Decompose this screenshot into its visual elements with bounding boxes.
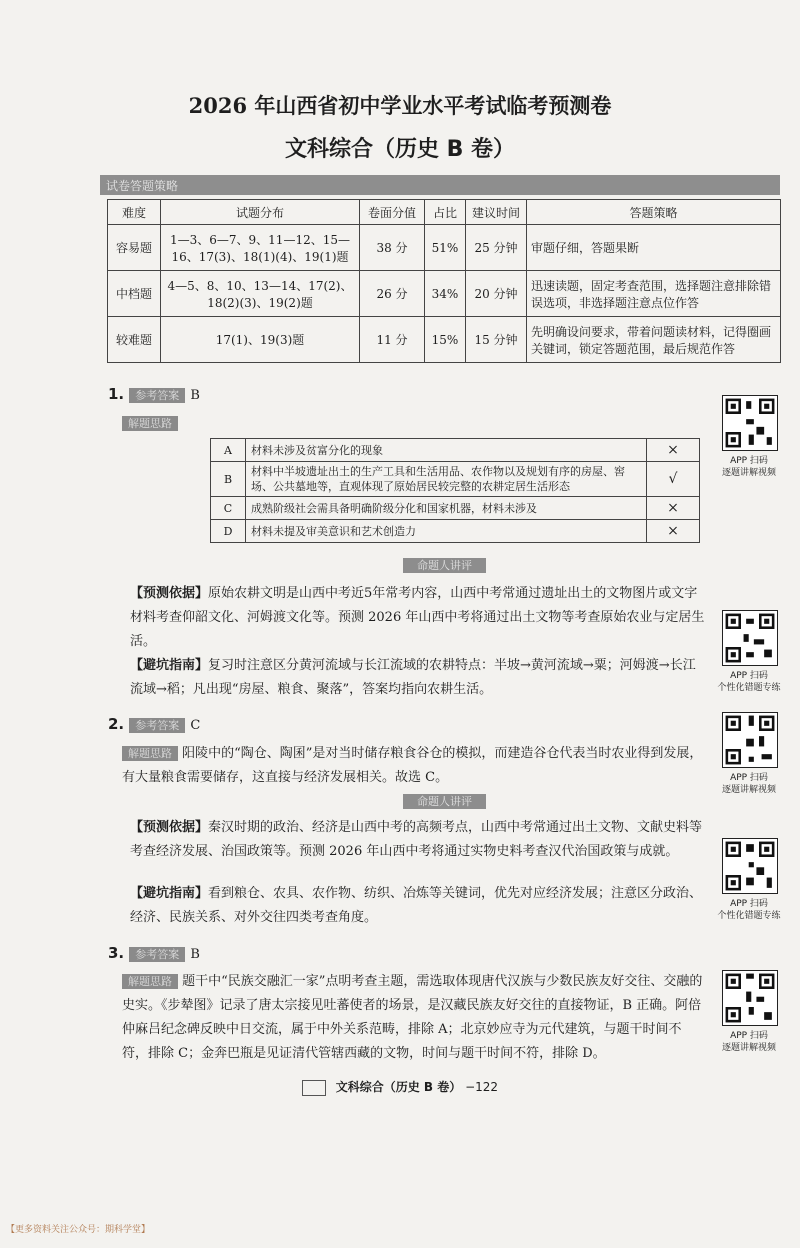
option-row bbox=[211, 462, 700, 497]
col-pct: 占比 bbox=[425, 200, 466, 225]
cell-score: 38 分 bbox=[360, 225, 425, 271]
option-key: B bbox=[211, 462, 246, 497]
q2-answer-line bbox=[108, 714, 200, 733]
col-dist: 试题分布 bbox=[161, 200, 360, 225]
answer-value: B bbox=[190, 947, 200, 962]
cell-dist: 4—5、8、10、13—14、17(2)、18(2)(3)、19(2)题 bbox=[161, 271, 360, 317]
q1-analysis-tag-wrap bbox=[122, 412, 178, 431]
q1-answer-line bbox=[108, 384, 200, 403]
basis-label: 【预测依据】 bbox=[130, 586, 209, 601]
option-key: C bbox=[211, 497, 246, 520]
col-level: 难度 bbox=[108, 200, 161, 225]
q2-basis bbox=[130, 816, 705, 864]
qr-label: APP 扫码 逐题讲解视频 bbox=[721, 456, 776, 478]
page-subtitle: 文科综合（历史 B 卷） bbox=[284, 137, 516, 162]
qr-code-icon[interactable] bbox=[722, 395, 778, 451]
analysis-tag: 解题思路 bbox=[122, 974, 178, 989]
answer-value: B bbox=[190, 388, 200, 403]
option-text: 成熟阶级社会需具备明确阶级分化和国家机器，材料未涉及 bbox=[246, 497, 647, 520]
cell-time: 25 分钟 bbox=[466, 225, 527, 271]
q1-basis bbox=[130, 582, 705, 654]
col-strategy: 答题策略 bbox=[527, 200, 781, 225]
option-key: D bbox=[211, 520, 246, 543]
cell-pct: 51% bbox=[425, 225, 466, 271]
option-mark: × bbox=[647, 439, 700, 462]
cell-score: 26 分 bbox=[360, 271, 425, 317]
cell-pct: 15% bbox=[425, 317, 466, 363]
footer-page-number: −122 bbox=[465, 1080, 499, 1094]
cell-dist: 1—3、6—7、9、11—12、15—16、17(3)、18(1)(4)、19(1)题 bbox=[161, 225, 360, 271]
cell-score: 11 分 bbox=[360, 317, 425, 363]
teacher-banner: 命题人讲评 bbox=[403, 794, 486, 809]
qr-code-icon[interactable] bbox=[722, 610, 778, 666]
cell-time: 15 分钟 bbox=[466, 317, 527, 363]
option-key: A bbox=[211, 439, 246, 462]
table-row bbox=[108, 225, 781, 271]
cell-level: 较难题 bbox=[108, 317, 161, 363]
qr-label: APP 扫码 个性化错题专练 bbox=[717, 671, 781, 693]
q3-answer-line bbox=[108, 943, 200, 962]
cell-time: 20 分钟 bbox=[466, 271, 527, 317]
option-mark: × bbox=[647, 497, 700, 520]
page-title: 2026 年山西省初中学业水平考试临考预测卷 bbox=[188, 93, 612, 118]
cell-level: 容易题 bbox=[108, 225, 161, 271]
footer-subject: 文科综合（历史 B 卷） bbox=[335, 1080, 462, 1094]
strategy-table bbox=[107, 199, 781, 363]
question-number: 1. bbox=[108, 385, 125, 403]
answer-tag: 参考答案 bbox=[129, 388, 185, 403]
qr-code-icon[interactable] bbox=[722, 712, 778, 768]
qr-block-q3[interactable] bbox=[722, 970, 794, 1054]
guide-text: 复习时注意区分黄河流域与长江流域的农耕特点：半坡→黄河流域→粟；河姆渡→长江流域→稻；凡出现“房屋、粮食、聚落”，答案均指向农耕生活。 bbox=[130, 658, 696, 697]
col-time: 建议时间 bbox=[466, 200, 527, 225]
table-row bbox=[108, 317, 781, 363]
corner-note: 【更多资料关注公众号：期科学堂】 bbox=[6, 1225, 151, 1235]
q1-teacher-banner-wrap bbox=[403, 554, 486, 573]
basis-label: 【预测依据】 bbox=[130, 820, 209, 835]
option-table bbox=[210, 438, 700, 543]
strategy-banner bbox=[100, 175, 780, 195]
answer-tag: 参考答案 bbox=[129, 718, 185, 733]
q2-guide bbox=[130, 882, 705, 930]
qr-code-icon[interactable] bbox=[722, 970, 778, 1026]
option-text: 材料中半坡遗址出土的生产工具和生活用品、农作物以及规划有序的房屋、窖场、公共墓地等，直观体现了原始居民较完整的农耕定居生活形态 bbox=[246, 462, 647, 497]
analysis-text: 阳陵中的“陶仓、陶囷”是对当时储存粮食谷仓的模拟，而建造谷仓代表当时农业得到发展，有大量粮食需要储存，这直接与经济发展相关。故选 C。 bbox=[122, 746, 703, 785]
option-mark: × bbox=[647, 520, 700, 543]
qr-block-q1[interactable] bbox=[722, 395, 794, 479]
guide-label: 【避坑指南】 bbox=[130, 886, 209, 901]
qr-label: APP 扫码 逐题讲解视频 bbox=[721, 1031, 776, 1053]
q2-teacher-banner-wrap bbox=[403, 790, 486, 809]
guide-label: 【避坑指南】 bbox=[130, 658, 209, 673]
page-footer bbox=[0, 1078, 800, 1096]
option-row bbox=[211, 520, 700, 543]
basis-text: 秦汉时期的政治、经济是山西中考的高频考点，山西中考常通过出土文物、文献史料等考查经济发展、治国政策等。预测 2026 年山西中考将通过实物史料考查汉代治国政策与成就。 bbox=[130, 820, 703, 859]
cell-strategy: 先明确设问要求，带着问题读材料，记得圈画关键词，锁定答题范围，最后规范作答 bbox=[527, 317, 781, 363]
question-number: 2. bbox=[108, 715, 125, 733]
option-text: 材料未提及审美意识和艺术创造力 bbox=[246, 520, 647, 543]
option-mark: √ bbox=[647, 462, 700, 497]
cell-pct: 34% bbox=[425, 271, 466, 317]
cell-dist: 17(1)、19(3)题 bbox=[161, 317, 360, 363]
option-text: 材料未涉及贫富分化的现象 bbox=[246, 439, 647, 462]
qr-block-mid2[interactable] bbox=[717, 838, 794, 922]
qr-label: APP 扫码 逐题讲解视频 bbox=[721, 773, 776, 795]
guide-text: 看到粮仓、农具、农作物、纺织、冶炼等关键词，优先对应经济发展；注意区分政治、经济、民族关系、对外交往四类考查角度。 bbox=[130, 886, 703, 925]
question-number: 3. bbox=[108, 944, 125, 962]
table-row bbox=[108, 271, 781, 317]
teacher-banner: 命题人讲评 bbox=[403, 558, 486, 573]
answer-tag: 参考答案 bbox=[129, 947, 185, 962]
qr-code-icon[interactable] bbox=[722, 838, 778, 894]
basis-text: 原始农耕文明是山西中考近5年常考内容，山西中考常通过遗址出土的文物图片或文字材料考查仰韶文化、河姆渡文化等。预测 2026 年山西中考将通过出土文物等考查原始农业与定居生活。 bbox=[130, 586, 705, 649]
cell-strategy: 审题仔细，答题果断 bbox=[527, 225, 781, 271]
analysis-tag: 解题思路 bbox=[122, 746, 178, 761]
answer-value: C bbox=[190, 718, 201, 733]
option-row bbox=[211, 439, 700, 462]
analysis-tag: 解题思路 bbox=[122, 416, 178, 431]
strategy-banner-label: 试卷答题策略 bbox=[106, 179, 179, 193]
option-row bbox=[211, 497, 700, 520]
q2-analysis bbox=[122, 742, 707, 790]
col-score: 卷面分值 bbox=[360, 200, 425, 225]
q3-analysis bbox=[122, 970, 707, 1066]
cell-strategy: 迅速读题，固定考查范围，选择题注意排除错误选项，非选择题注意点位作答 bbox=[527, 271, 781, 317]
qr-label: APP 扫码 个性化错题专练 bbox=[717, 899, 781, 921]
qr-block-mid1[interactable] bbox=[717, 610, 794, 694]
cell-level: 中档题 bbox=[108, 271, 161, 317]
strategy-table-header bbox=[108, 200, 781, 225]
q1-guide bbox=[130, 654, 705, 702]
qr-block-q2[interactable] bbox=[722, 712, 794, 796]
analysis-text: 题干中“民族交融汇一家”点明考查主题，需选取体现唐代汉族与少数民族友好交往、交融的史实。《步辇图》记录了唐太宗接见吐蕃使者的场景，是汉藏民族友好交往的直接物证，B 正确。阿倍仲麻吕纪念碑反映中日交流，属于中外关系范畴，排除 A；北京妙应寺为元代建筑，与题干时间不符，排除 C；金奔巴瓶是见证清代管辖西藏的文物，时间与题干时间不符，排除 D。 bbox=[122, 974, 703, 1061]
publisher-logo-icon bbox=[302, 1080, 326, 1096]
